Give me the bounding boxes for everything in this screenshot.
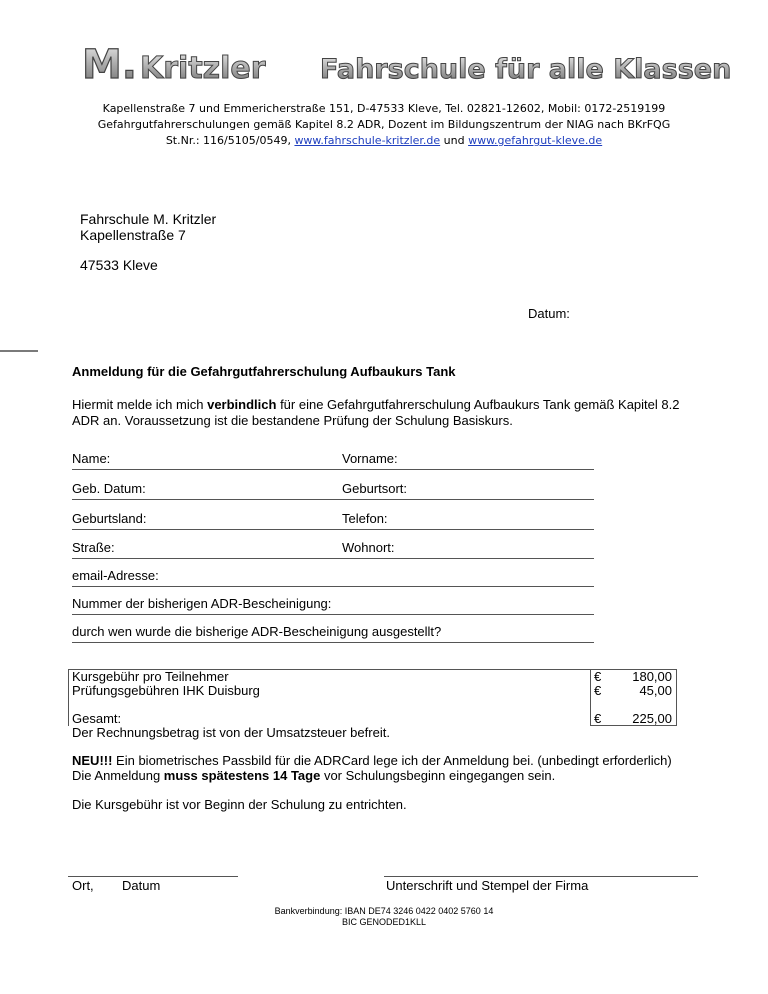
field-label-email: email-Adresse: <box>72 568 159 583</box>
intro-part1: Hiermit melde ich mich <box>72 397 208 412</box>
svg-text:Fahrschule für alle Klassen: Fahrschule für alle Klassen <box>320 54 732 85</box>
signature-sign-label: Unterschrift und Stempel der Firma <box>386 878 589 893</box>
fee-total-label: Gesamt: <box>72 711 122 726</box>
recipient-name: Fahrschule M. Kritzler <box>80 211 217 227</box>
fee-item-exam-label: Prüfungsgebühren IHK Duisburg <box>72 683 260 698</box>
field-label-birthplace: Geburtsort: <box>342 481 408 496</box>
field-label-street: Straße: <box>72 540 115 555</box>
fold-mark <box>0 350 38 352</box>
field-label-phone: Telefon: <box>342 511 388 526</box>
intro-part2: für eine Gefahrgutfahrerschulung Aufbaukurs Tank gemäß Kapitel 8.2 ADR an. Voraussetzung ist die bestandene Prüfung der Schulung Basiskurs. <box>72 397 680 428</box>
amount-value: 225,00 <box>632 711 672 726</box>
recipient-street: Kapellenstraße 7 <box>80 227 186 243</box>
address-line-1: Kapellenstraße 7 und Emmericherstraße 151, D-47533 Kleve, Tel. 02821-12602, Mobil: 0172-2519199 <box>102 102 666 115</box>
field-adr-number[interactable] <box>72 596 594 615</box>
intro-bold: verbindlich <box>207 397 277 412</box>
recipient-city: 47533 Kleve <box>80 257 158 273</box>
bank-iban: Bankverbindung: IBAN DE74 3246 0422 0402 5760 14 <box>274 906 494 916</box>
field-email[interactable] <box>72 568 594 587</box>
currency-symbol: € <box>594 711 602 726</box>
note-deadline <box>72 768 555 784</box>
currency-symbol: € <box>594 669 602 684</box>
field-row-country[interactable] <box>72 511 594 530</box>
field-row-name[interactable] <box>72 451 594 470</box>
field-label-adr-issuer: durch wen wurde die bisherige ADR-Bescheinigung ausgestellt? <box>72 624 442 639</box>
bank-bic: BIC GENODED1KLL <box>341 917 427 927</box>
field-label-city: Wohnort: <box>342 540 395 555</box>
field-row-address[interactable] <box>72 540 594 559</box>
vat-note: Der Rechnungsbetrag ist von der Umsatzsteuer befreit. <box>72 725 390 740</box>
field-row-birth[interactable] <box>72 481 594 500</box>
field-label-name: Name: <box>72 451 111 466</box>
currency-symbol: € <box>594 683 602 698</box>
date-label: Datum: <box>528 306 570 321</box>
note-deadline-post: vor Schulungsbeginn eingegangen sein. <box>320 768 556 783</box>
amount-value: 180,00 <box>632 669 672 684</box>
signature-line-sign <box>384 876 698 877</box>
note-new-badge: NEU!!! <box>72 753 113 768</box>
svg-text:Kritzler: Kritzler <box>140 51 266 86</box>
amount-value: 45,00 <box>639 683 672 698</box>
intro-paragraph <box>72 397 692 429</box>
field-label-adr-number: Nummer der bisherigen ADR-Bescheinigung: <box>72 596 332 611</box>
note-deadline-pre: Die Anmeldung <box>72 768 164 783</box>
svg-text:M.: M. <box>82 42 137 88</box>
field-label-vorname: Vorname: <box>342 451 398 466</box>
signature-date-label: Datum <box>122 878 161 893</box>
note-passphoto <box>72 753 672 769</box>
tax-number: St.Nr.: 116/5105/0549, <box>165 134 295 147</box>
field-label-country: Geburtsland: <box>72 511 147 526</box>
field-label-birthdate: Geb. Datum: <box>72 481 146 496</box>
note-payment: Die Kursgebühr ist vor Beginn der Schulung zu entrichten. <box>72 797 407 812</box>
company-logo <box>80 40 732 90</box>
form-title: Anmeldung für die Gefahrgutfahrerschulung Aufbaukurs Tank <box>72 364 456 379</box>
field-adr-issuer[interactable] <box>72 624 594 643</box>
signature-place-label: Ort, <box>72 878 94 893</box>
link-joiner: und <box>440 134 469 147</box>
fee-table-divider <box>590 669 591 725</box>
note-deadline-bold: muss spätestens 14 Tage <box>163 768 321 783</box>
link-gefahrgut[interactable]: www.gefahrgut-kleve.de <box>468 134 603 147</box>
tax-and-links-line <box>0 133 768 149</box>
address-line-2: Gefahrgutfahrerschulungen gemäß Kapitel 8.2 ADR, Dozent im Bildungszentrum der NIAG nach BKrFQG <box>97 118 671 131</box>
link-fahrschule[interactable]: www.fahrschule-kritzler.de <box>294 134 441 147</box>
note-passphoto-text: Ein biometrisches Passbild für die ADRCard lege ich der Anmeldung bei. (unbedingt erforderlich) <box>112 753 672 768</box>
fee-item-course-label: Kursgebühr pro Teilnehmer <box>72 669 229 684</box>
signature-line-place-date <box>68 876 238 877</box>
